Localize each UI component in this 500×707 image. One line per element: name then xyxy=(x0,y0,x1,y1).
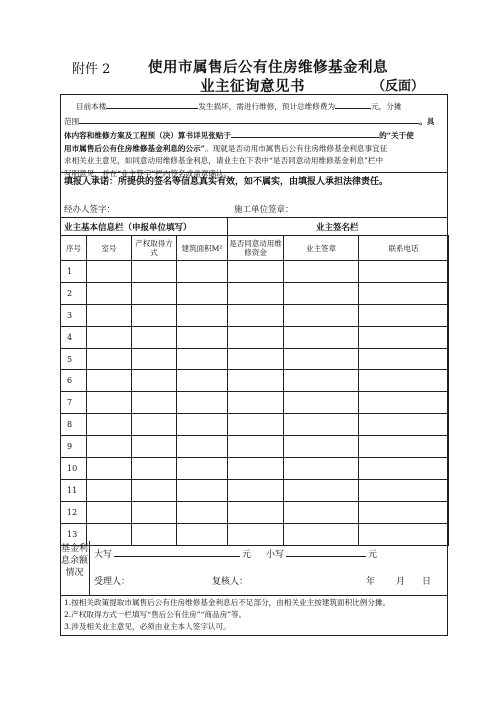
row-seq: 3 xyxy=(61,304,87,326)
table-row xyxy=(61,326,449,348)
table-header-row xyxy=(61,236,449,261)
area-cell[interactable] xyxy=(177,282,228,304)
owner-signature-cell[interactable] xyxy=(284,370,359,392)
yuan-unit: 元 xyxy=(368,550,378,560)
owner-signature-cell[interactable] xyxy=(284,326,359,348)
consent-cell[interactable] xyxy=(228,436,284,458)
owner-signature-cell[interactable] xyxy=(284,282,359,304)
divider xyxy=(60,172,448,173)
row-seq: 5 xyxy=(61,348,87,370)
receiver-label: 受理人： xyxy=(94,577,131,587)
phone-cell[interactable] xyxy=(359,436,449,458)
owner-signature-cell[interactable] xyxy=(284,414,359,436)
note-item: 3.涉及相关业主意见，必须由业主本人签字认可。 xyxy=(64,622,231,631)
area-cell[interactable] xyxy=(177,414,228,436)
phone-cell[interactable] xyxy=(359,501,449,523)
table-row xyxy=(61,501,449,523)
consent-cell[interactable] xyxy=(228,261,284,283)
building-part-blank[interactable] xyxy=(106,99,198,109)
area-cell[interactable] xyxy=(177,261,228,283)
table-row xyxy=(61,436,449,458)
phone-cell[interactable] xyxy=(359,304,449,326)
month-label: 月 xyxy=(396,577,406,587)
room-cell[interactable] xyxy=(87,458,132,480)
unit-seal-field[interactable] xyxy=(300,200,440,214)
room-cell[interactable] xyxy=(87,436,132,458)
owner-signature-cell[interactable] xyxy=(284,392,359,414)
intro-text: 元，分摊 xyxy=(371,102,402,111)
table-row xyxy=(61,392,449,414)
col-header-consent: 是否同意动用维修资金 xyxy=(228,236,284,261)
col-header-owner-signature: 业主签章 xyxy=(284,236,359,261)
uppercase-amount-field[interactable] xyxy=(114,547,240,557)
phone-cell[interactable] xyxy=(359,392,449,414)
room-cell[interactable] xyxy=(87,304,132,326)
fund-balance-label: 基金利息余额情况 xyxy=(60,541,90,595)
area-cell[interactable] xyxy=(177,370,228,392)
table-row xyxy=(61,261,449,283)
intro-paragraph xyxy=(64,99,444,180)
phone-cell[interactable] xyxy=(359,414,449,436)
lowercase-amount-field[interactable] xyxy=(286,547,366,557)
ownership-cell[interactable] xyxy=(132,348,177,370)
ownership-cell[interactable] xyxy=(132,458,177,480)
consent-cell[interactable] xyxy=(228,282,284,304)
area-cell[interactable] xyxy=(177,436,228,458)
table-row xyxy=(61,479,449,501)
declaration-text: 填报人承诺：所提供的签名等信息真实有效，如不属实，由填报人承担法律责任。 xyxy=(64,177,389,187)
row-seq: 8 xyxy=(61,414,87,436)
col-header-seq: 序号 xyxy=(61,236,87,261)
consent-cell[interactable] xyxy=(228,501,284,523)
consent-cell[interactable] xyxy=(228,458,284,480)
col-header-area: 建筑面积M² xyxy=(177,236,228,261)
intro-text: 用市属售后公有住房维修基金利息的公示” xyxy=(64,143,206,153)
area-cell[interactable] xyxy=(177,501,228,523)
table-row xyxy=(61,304,449,326)
phone-cell[interactable] xyxy=(359,261,449,283)
row-seq: 11 xyxy=(61,479,87,501)
col-header-room: 室号 xyxy=(87,236,132,261)
divider xyxy=(60,217,448,218)
consent-cell[interactable] xyxy=(228,304,284,326)
document-subtitle: 业主征询意见书 xyxy=(200,78,305,95)
phone-cell[interactable] xyxy=(359,479,449,501)
section-divider xyxy=(227,217,228,235)
intro-text: 写明意见，并在“业主签字”栏内签名或盖章确认。 xyxy=(64,168,232,178)
consent-cell[interactable] xyxy=(228,370,284,392)
note-item: 2.产权取得方式一栏填写“售后公有住房”“商品房”等。 xyxy=(64,610,247,619)
row-seq: 10 xyxy=(61,458,87,480)
col-header-ownership: 产权取得方式 xyxy=(132,236,177,261)
ownership-cell[interactable] xyxy=(132,501,177,523)
ownership-cell[interactable] xyxy=(132,261,177,283)
room-cell[interactable] xyxy=(87,326,132,348)
row-seq: 1 xyxy=(61,261,87,283)
intro-text: 。现就是否动用市属售后公有住房维修基金利息事宜征 xyxy=(205,143,388,153)
uppercase-label: 大写 xyxy=(94,550,113,560)
phone-cell[interactable] xyxy=(359,348,449,370)
unit-seal-label: 施工单位签章： xyxy=(234,205,294,215)
phone-cell[interactable] xyxy=(359,326,449,348)
room-cell[interactable] xyxy=(87,348,132,370)
reviewer-label: 复核人： xyxy=(212,577,249,587)
room-cell[interactable] xyxy=(87,501,132,523)
owner-signature-cell[interactable] xyxy=(284,436,359,458)
day-label: 日 xyxy=(422,577,432,587)
room-cell[interactable] xyxy=(87,370,132,392)
row-seq: 13 xyxy=(61,523,87,545)
ownership-cell[interactable] xyxy=(132,392,177,414)
row-seq: 4 xyxy=(61,326,87,348)
ownership-cell[interactable] xyxy=(132,282,177,304)
phone-cell[interactable] xyxy=(359,370,449,392)
room-cell[interactable] xyxy=(87,261,132,283)
col-header-phone: 联系电话 xyxy=(359,236,449,261)
phone-cell[interactable] xyxy=(359,458,449,480)
row-seq: 6 xyxy=(61,370,87,392)
row-seq: 2 xyxy=(61,282,87,304)
ownership-cell[interactable] xyxy=(132,304,177,326)
consent-cell[interactable] xyxy=(228,326,284,348)
intro-text: 的“关于使 xyxy=(379,131,414,140)
area-cell[interactable] xyxy=(177,348,228,370)
room-cell[interactable] xyxy=(87,479,132,501)
intro-text: 发生损坏，需进行维修，预计总维修费为 xyxy=(198,102,336,111)
area-cell[interactable] xyxy=(177,392,228,414)
intro-text: 目前本楼 xyxy=(76,102,107,111)
owner-signature-section-title: 业主签名栏 xyxy=(316,223,359,233)
room-cell[interactable] xyxy=(87,414,132,436)
owner-table xyxy=(60,235,449,546)
attachment-label: 附件 2 xyxy=(72,62,111,77)
notes xyxy=(64,597,390,633)
cost-blank[interactable] xyxy=(335,99,371,109)
ownership-cell[interactable] xyxy=(132,326,177,348)
room-cell[interactable] xyxy=(87,392,132,414)
owner-signature-cell[interactable] xyxy=(284,261,359,283)
ownership-cell[interactable] xyxy=(132,414,177,436)
intro-text: 求相关业主意见，如同意动用维修基金利息，请业主在下表中“是否同意动用维修基金利息”栏中 xyxy=(64,156,384,165)
yuan-unit: 元 xyxy=(242,550,252,560)
scope-blank[interactable] xyxy=(79,114,419,124)
table-row xyxy=(61,370,449,392)
row-seq: 7 xyxy=(61,392,87,414)
table-row xyxy=(61,458,449,480)
consent-cell[interactable] xyxy=(228,414,284,436)
table-row xyxy=(61,282,449,304)
consent-cell[interactable] xyxy=(228,392,284,414)
ownership-cell[interactable] xyxy=(132,436,177,458)
owner-signature-cell[interactable] xyxy=(284,348,359,370)
row-seq: 9 xyxy=(61,436,87,458)
intro-text: 体内容和维修方案及工程预（决）算书详见张贴于 xyxy=(64,131,232,140)
fund-balance-section xyxy=(60,541,448,596)
consent-cell[interactable] xyxy=(228,348,284,370)
year-label: 年 xyxy=(366,577,376,587)
divider xyxy=(60,595,448,596)
owner-info-section-title: 业主基本信息栏（申报单位填写） xyxy=(64,223,192,233)
document-title: 使用市属售后公有住房维修基金利息 xyxy=(148,59,388,76)
row-seq: 12 xyxy=(61,501,87,523)
owner-signature-cell[interactable] xyxy=(284,458,359,480)
lowercase-label: 小写 xyxy=(266,550,285,560)
table-row xyxy=(61,414,449,436)
area-cell[interactable] xyxy=(177,304,228,326)
owner-signature-cell[interactable] xyxy=(284,304,359,326)
phone-cell[interactable] xyxy=(359,282,449,304)
note-item: 1.按相关政策提取市属售后公有住房维修基金利息后不足部分，由相关业主按建筑面积比例分摊。 xyxy=(64,598,391,607)
ownership-cell[interactable] xyxy=(132,370,177,392)
agent-signature-field[interactable] xyxy=(118,200,218,214)
area-cell[interactable] xyxy=(177,458,228,480)
posting-location-blank[interactable] xyxy=(231,128,379,138)
table-row xyxy=(61,348,449,370)
ownership-cell[interactable] xyxy=(132,479,177,501)
owner-signature-cell[interactable] xyxy=(284,479,359,501)
area-cell[interactable] xyxy=(177,326,228,348)
agent-signature-label: 经办人签字： xyxy=(64,205,116,215)
room-cell[interactable] xyxy=(87,282,132,304)
reverse-side-label: （反面） xyxy=(372,79,425,94)
owner-signature-cell[interactable] xyxy=(284,501,359,523)
area-cell[interactable] xyxy=(177,479,228,501)
consent-cell[interactable] xyxy=(228,479,284,501)
intro-text: 范围 xyxy=(64,116,80,126)
intro-text: 。具 xyxy=(419,116,435,126)
